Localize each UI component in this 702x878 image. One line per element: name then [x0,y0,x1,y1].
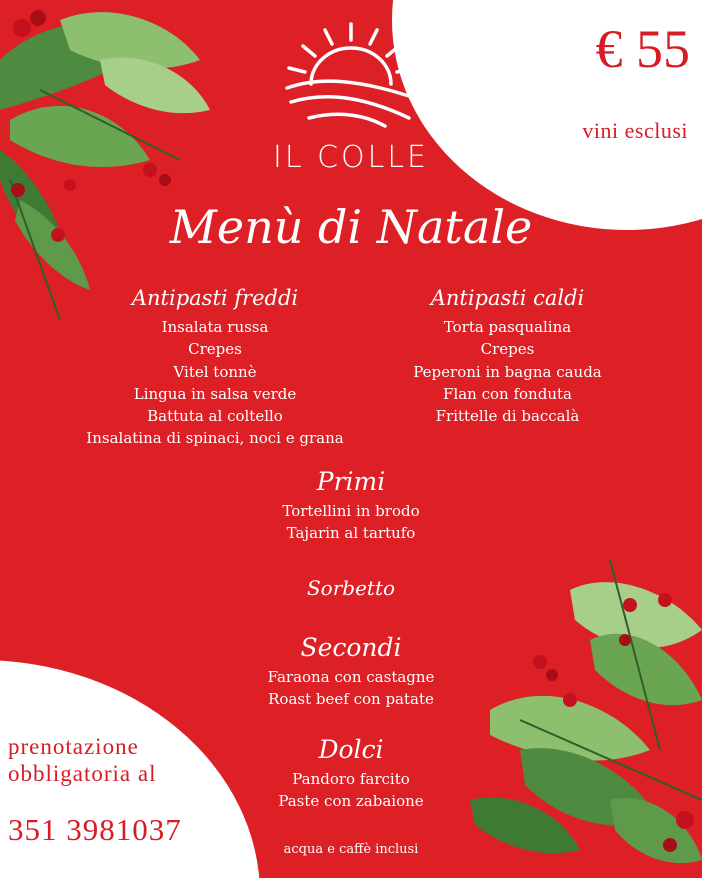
section-title: Antipasti freddi [131,286,299,310]
section-title: Antipasti caldi [430,286,585,310]
menu-item: Frittelle di baccalà [435,407,580,426]
menu-item: Torta pasqualina [443,318,572,336]
footer-note: acqua e caffè inclusi [283,842,419,857]
menu-item: Battuta al coltello [147,407,283,426]
menu-item: Lingua in salsa verde [133,384,297,403]
menu-item: Peperoni in bagna cauda [413,362,602,381]
menu-title: Menù di Natale [169,200,533,254]
brand-name: IL COLLE [272,140,430,175]
menu-item: Roast beef con patate [268,690,434,709]
booking-line-1: prenotazione [8,734,139,759]
section-title: Primi [316,467,386,496]
menu-item: Faraona con castagne [267,668,435,686]
menu-item: Crepes [480,340,535,359]
phone-number[interactable]: 351 3981037 [8,812,182,847]
primi-section [0,466,702,545]
menu-item: Pandoro farcito [292,770,410,788]
antipasti-freddi-section [60,284,370,450]
booking-line-2: obbligatoria al [8,761,157,786]
price-amount: € 55 [595,19,690,79]
menu-item: Tortellini in brodo [282,502,420,520]
secondi-section [0,632,702,711]
price-note: vini esclusi [582,118,688,143]
section-title: Dolci [318,735,384,764]
menu-item: Insalata russa [161,318,269,336]
sun-hills-logo-icon [281,18,421,128]
menu-item: Tajarin al tartufo [286,524,416,543]
menu-item: Insalatina di spinaci, noci e grana [86,429,344,448]
menu-item: Paste con zabaione [278,792,424,811]
menu-item: Flan con fonduta [443,384,572,403]
sorbetto-section-title: Sorbetto [306,576,396,600]
menu-item: Crepes [188,340,242,359]
section-title: Secondi [300,633,402,662]
menu-item: Vitel tonnè [173,362,257,381]
antipasti-caldi-section [390,284,625,427]
